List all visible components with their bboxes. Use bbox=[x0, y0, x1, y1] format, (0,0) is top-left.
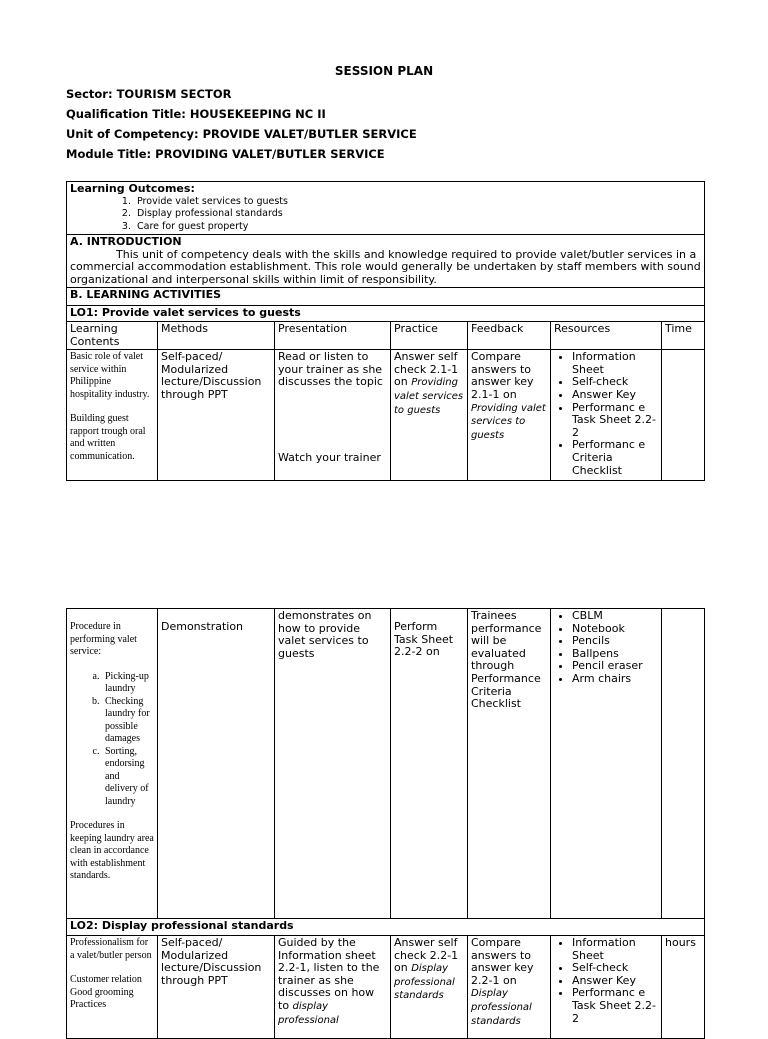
list-item: • Self-check bbox=[572, 962, 658, 975]
list-item: • Answer Key bbox=[572, 975, 658, 988]
learning-content-text: Procedures in keeping laundry area clean in accordance with establishment standards. bbox=[70, 820, 154, 881]
column-header: Time bbox=[662, 321, 705, 349]
column-header: Learning Contents bbox=[67, 321, 158, 349]
list-item: • Arm chairs bbox=[572, 673, 658, 686]
practice-cell: Perform Task Sheet 2.2-2 on bbox=[391, 609, 468, 919]
presentation-text: Watch your trainer bbox=[278, 450, 381, 464]
list-item: • Notebook bbox=[572, 623, 658, 636]
learning-content-text: Procedure in performing valet service: bbox=[70, 621, 137, 657]
learning-content-text: Building guest rapport trough oral and written communication. bbox=[70, 413, 146, 462]
list-item: • Information Sheet bbox=[572, 937, 658, 962]
list-item: • Self-check bbox=[572, 376, 658, 389]
list-item: 1. Provide valet services to guests bbox=[134, 196, 701, 209]
practice-topic: Providing valet services to guests bbox=[394, 377, 464, 416]
list-item: • CBLM bbox=[572, 610, 658, 623]
feedback-text: Compare answers to answer key 2.1-1 on bbox=[471, 350, 534, 401]
list-item: • Ballpens bbox=[572, 648, 658, 661]
learning-content-text: Professionalism for a valet/butler person bbox=[70, 937, 152, 961]
learning-outcomes-heading: Learning Outcomes: bbox=[70, 182, 195, 195]
list-item: • Answer Key bbox=[572, 389, 658, 402]
list-item: 2. Display professional standards bbox=[134, 208, 701, 221]
lo2-heading: LO2: Display professional standards bbox=[67, 919, 705, 936]
feedback-text: Compare answers to answer key 2.2-1 on bbox=[471, 936, 534, 987]
module-line: Module Title: PROVIDING VALET/BUTLER SERVICE bbox=[66, 147, 385, 161]
feedback-cell: Trainees performance will be evaluated through Performance Criteria Checklist bbox=[468, 609, 551, 919]
presentation-topic: display professional bbox=[278, 1000, 339, 1026]
resources-list bbox=[554, 610, 658, 686]
learning-activities-heading: B. LEARNING ACTIVITIES bbox=[67, 288, 705, 306]
column-header: Practice bbox=[391, 321, 468, 349]
procedure-steps-list bbox=[70, 671, 154, 809]
list-item: 3. Care for guest property bbox=[134, 221, 701, 234]
feedback-topic: Display professional standards bbox=[471, 988, 532, 1027]
resources-list bbox=[554, 937, 658, 1025]
list-item: c. Sorting, endorsing and delivery of laundry bbox=[102, 746, 154, 809]
learning-outcomes-list bbox=[70, 196, 701, 234]
learning-content-text: Basic role of valet service within Philippine hospitality industry. bbox=[70, 351, 150, 400]
column-header: Methods bbox=[158, 321, 275, 349]
methods-cell: Self-paced/ Modularized lecture/Discussion through PPT bbox=[158, 350, 275, 481]
table-row bbox=[67, 609, 705, 919]
qualification-line: Qualification Title: HOUSEKEEPING NC II bbox=[66, 107, 326, 121]
practice-text: Answer self check 2.1-1 on bbox=[394, 350, 459, 389]
list-item: • Pencil eraser bbox=[572, 660, 658, 673]
column-header: Presentation bbox=[275, 321, 391, 349]
practice-topic: Display professional standards bbox=[394, 963, 455, 1002]
list-item: • Information Sheet bbox=[572, 351, 658, 376]
feedback-topic: Providing valet services to guests bbox=[471, 402, 546, 441]
presentation-text: Read or listen to your trainer as she discusses the topic bbox=[278, 350, 383, 389]
session-plan-table-bottom bbox=[66, 608, 705, 1039]
time-cell bbox=[662, 609, 705, 919]
sector-line: Sector: TOURISM SECTOR bbox=[66, 87, 232, 101]
introduction-heading: A. INTRODUCTION bbox=[70, 235, 182, 249]
time-cell bbox=[662, 350, 705, 481]
practice-text: Answer self check 2.2-1 on bbox=[394, 936, 459, 975]
column-header: Feedback bbox=[468, 321, 551, 349]
resources-list bbox=[554, 351, 658, 477]
time-cell: hours bbox=[662, 936, 705, 1039]
table-row bbox=[67, 936, 705, 1039]
learning-content-text: Customer relation Good grooming Practices bbox=[70, 974, 142, 1010]
unit-line: Unit of Competency: PROVIDE VALET/BUTLER SERVICE bbox=[66, 127, 417, 141]
session-plan-table-top bbox=[66, 181, 705, 481]
introduction-text: This unit of competency deals with the skills and knowledge required to provide valet/butler services in a commercial accommodation establishment. This role would generally be undertaken by staff members with sound organizational and interpersonal skills within limit of responsibility. bbox=[70, 247, 701, 286]
table-row bbox=[67, 350, 705, 481]
page-title: SESSION PLAN bbox=[334, 64, 434, 78]
list-item: a. Picking-up laundry bbox=[102, 671, 154, 696]
lo1-heading: LO1: Provide valet services to guests bbox=[67, 306, 705, 322]
presentation-cell: demonstrates on how to provide valet services to guests bbox=[275, 609, 391, 919]
list-item: • Performanc e Task Sheet 2.2-2 bbox=[572, 402, 658, 440]
list-item: b. Checking laundry for possible damages bbox=[102, 696, 154, 746]
list-item: • Performanc e Criteria Checklist bbox=[572, 439, 658, 477]
column-header: Resources bbox=[551, 321, 662, 349]
methods-cell: Demonstration bbox=[158, 609, 275, 919]
list-item: • Pencils bbox=[572, 635, 658, 648]
list-item: • Performanc e Task Sheet 2.2-2 bbox=[572, 987, 658, 1025]
methods-cell: Self-paced/ Modularized lecture/Discussion through PPT bbox=[158, 936, 275, 1039]
table-header-row bbox=[67, 321, 705, 349]
presentation-text: Guided by the Information sheet 2.2-1, listen to the trainer as she discusses on how to bbox=[278, 936, 380, 1012]
